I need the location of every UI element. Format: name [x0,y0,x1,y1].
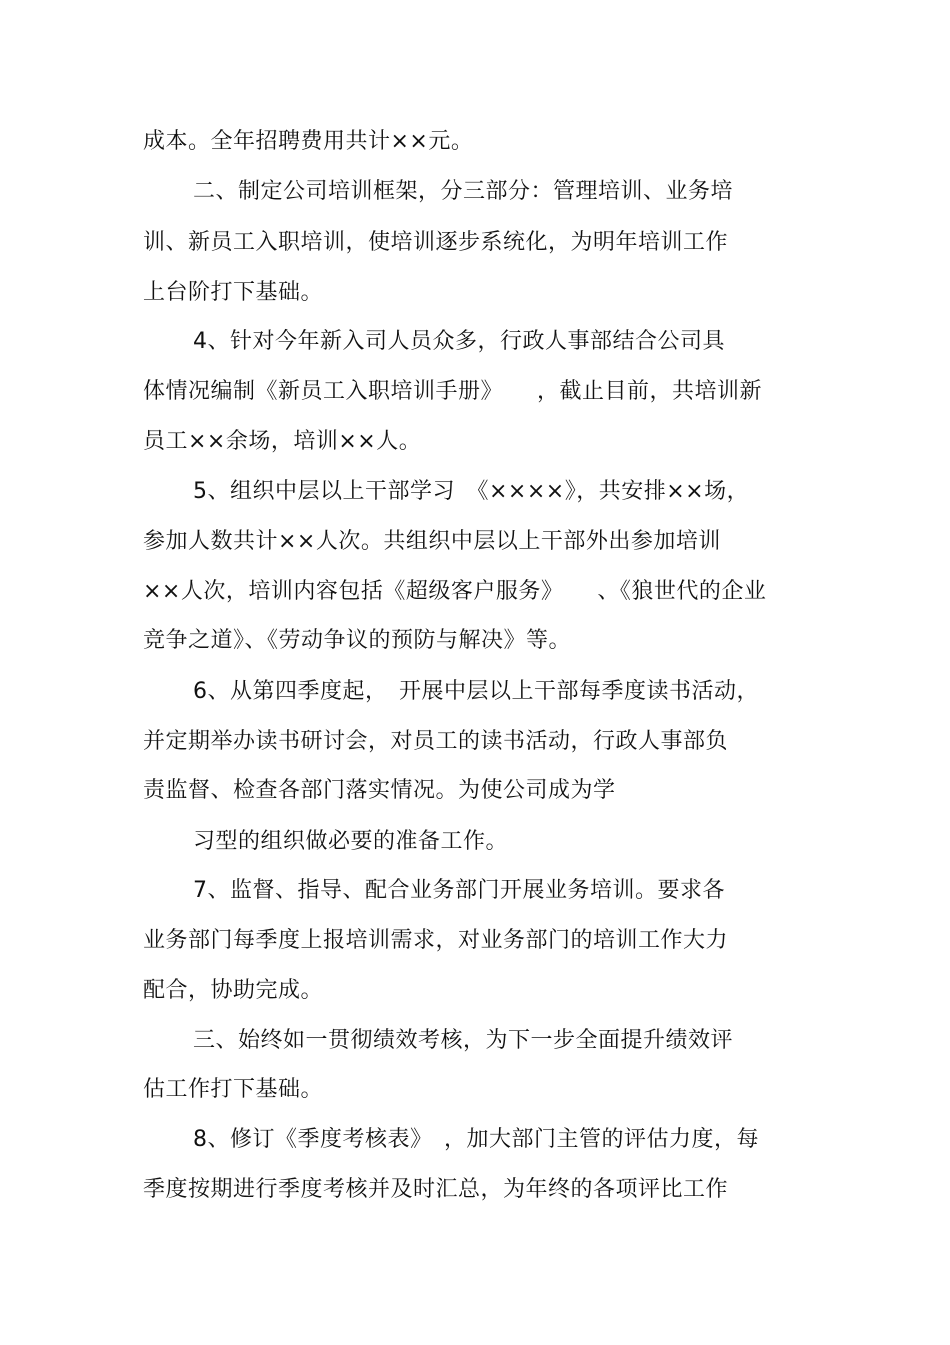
text-line: 体情况编制《新员工入职培训手册》 ，截止目前，共培训新 [143,379,763,404]
text-line: 季度按期进行季度考核并及时汇总，为年终的各项评比工作 [143,1177,729,1202]
text-line: 5、组织中层以上干部学习 《××××》，共安排××场， [193,479,750,504]
text-line: 责监督、检查各部门落实情况。为使公司成为学 [143,778,616,803]
text-line: 估工作打下基础。 [143,1077,324,1102]
text-line: 配合，协助完成。 [143,978,324,1003]
text-line: 并定期举办读书研讨会，对员工的读书活动，行政人事部负 [143,729,729,754]
text-line: 7、监督、指导、配合业务部门开展业务培训。要求各 [193,878,725,903]
text-line: 业务部门每季度上报培训需求，对业务部门的培训工作大力 [143,928,729,953]
text-line: 8、修订《季度考核表》 ，加大部门主管的评估力度，每 [193,1127,759,1152]
text-line: 员工××余场，培训××人。 [143,429,422,454]
text-line: ××人次，培训内容包括《超级客户服务》 、《狼世代的企业 [143,579,767,604]
text-line: 成本。全年招聘费用共计××元。 [143,129,474,154]
text-line: 二、制定公司培训框架，分三部分：管理培训、业务培 [193,179,734,204]
text-line: 参加人数共计××人次。共组织中层以上干部外出参加培训 [143,529,721,554]
text-line: 竞争之道》、《劳动争议的预防与解决》等。 [143,628,572,653]
text-line: 三、始终如一贯彻绩效考核，为下一步全面提升绩效评 [193,1028,734,1053]
text-line: 6、从第四季度起， 开展中层以上干部每季度读书活动， [193,679,759,704]
text-line: 上台阶打下基础。 [143,280,324,305]
text-line: 训、新员工入职培训，使培训逐步系统化，为明年培训工作 [143,230,729,255]
text-line: 习型的组织做必要的准备工作。 [193,829,509,854]
text-line: 4、针对今年新入司人员众多，行政人事部结合公司具 [193,329,725,354]
